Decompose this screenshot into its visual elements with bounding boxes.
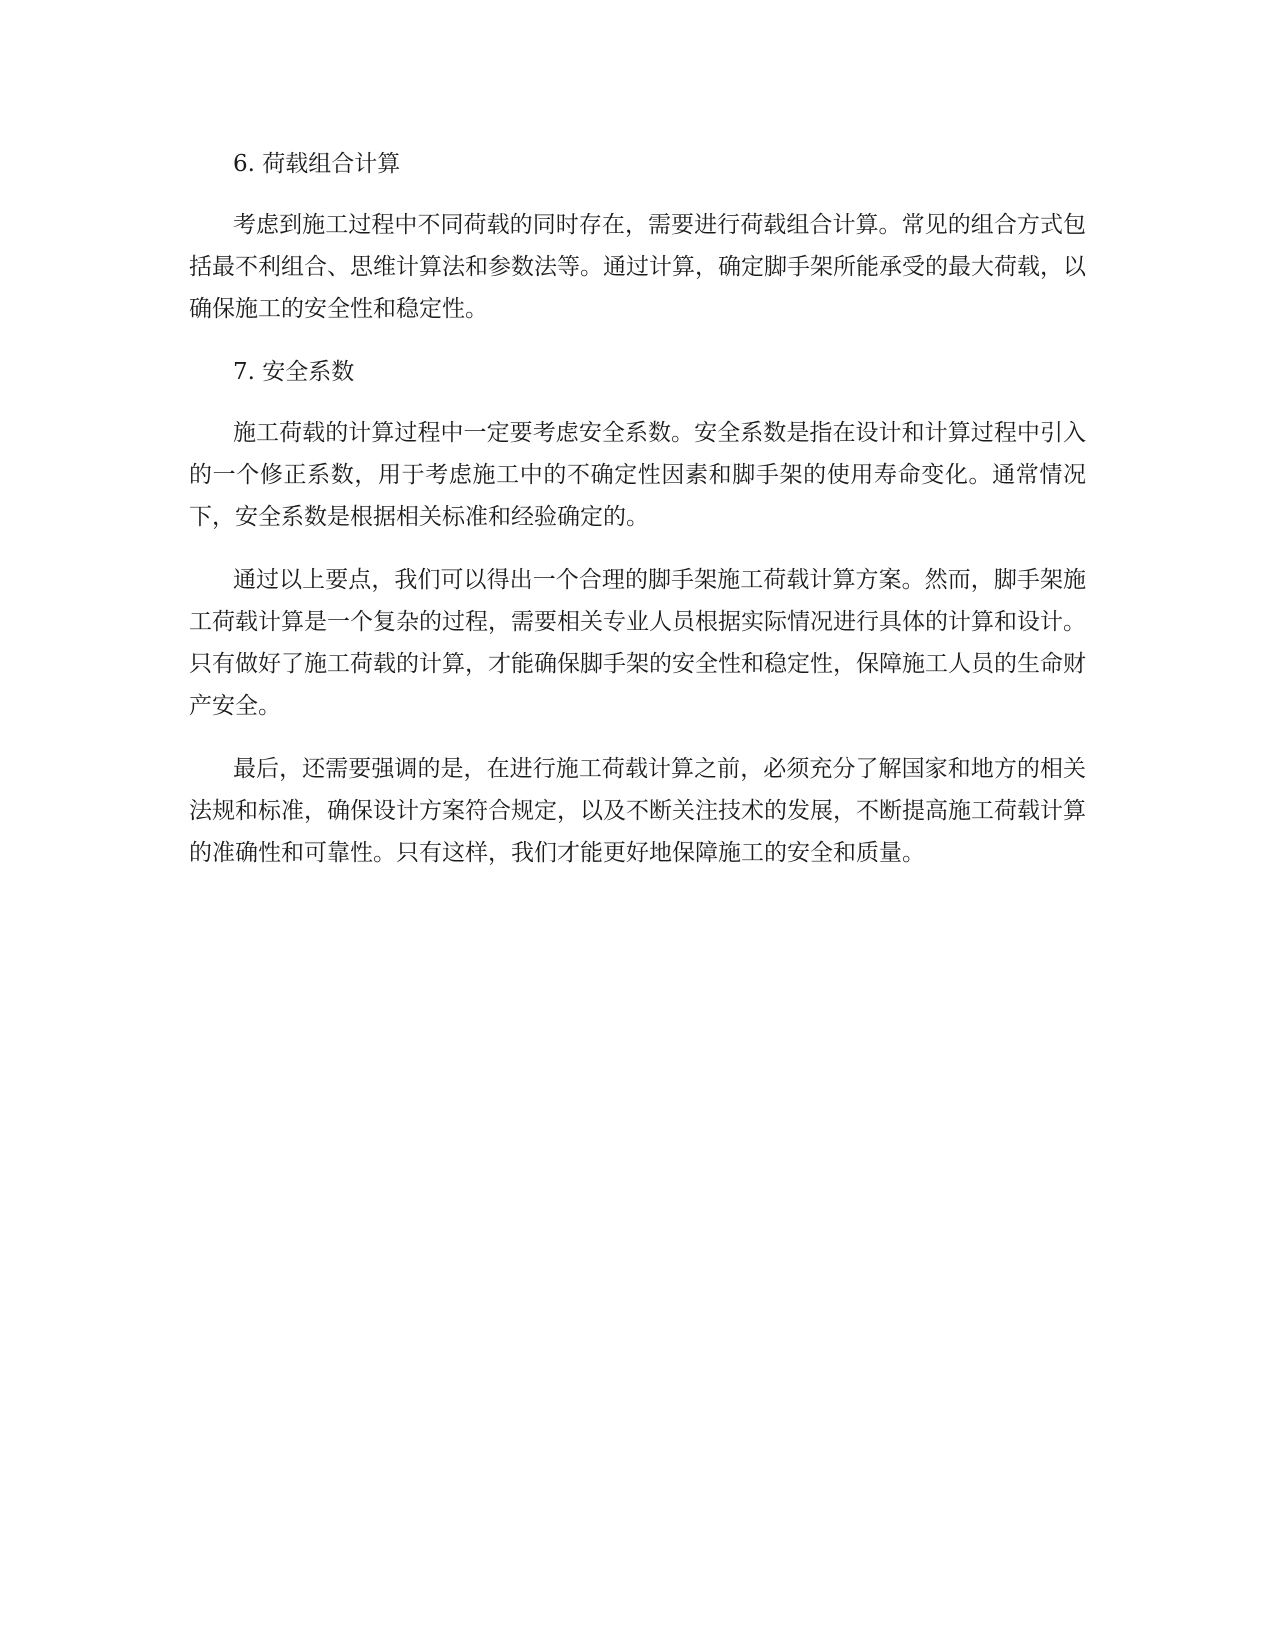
document-body: [189, 143, 1086, 895]
conclusion-paragraph: 最后，还需要强调的是，在进行施工荷载计算之前，必须充分了解国家和地方的相关法规和标准，确保设计方案符合规定，以及不断关注技术的发展，不断提高施工荷载计算的准确性和可靠性。只有这样，我们才能更好地保障施工的安全和质量。: [189, 756, 1086, 866]
section-paragraph-6: 考虑到施工过程中不同荷载的同时存在，需要进行荷载组合计算。常见的组合方式包括最不利组合、思维计算法和参数法等。通过计算，确定脚手架所能承受的最大荷载，以确保施工的安全性和稳定性。: [189, 212, 1086, 322]
section-heading-6: 6. 荷载组合计算: [233, 151, 401, 177]
section-heading-7: 7. 安全系数: [233, 359, 355, 385]
summary-paragraph: 通过以上要点，我们可以得出一个合理的脚手架施工荷载计算方案。然而，脚手架施工荷载计算是一个复杂的过程，需要相关专业人员根据实际情况进行具体的计算和设计。只有做好了施工荷载的计算，才能确保脚手架的安全性和稳定性，保障施工人员的生命财产安全。: [189, 567, 1086, 719]
section-paragraph-7: 施工荷载的计算过程中一定要考虑安全系数。安全系数是指在设计和计算过程中引入的一个修正系数，用于考虑施工中的不确定性因素和脚手架的使用寿命变化。通常情况下，安全系数是根据相关标准和经验确定的。: [189, 420, 1086, 530]
